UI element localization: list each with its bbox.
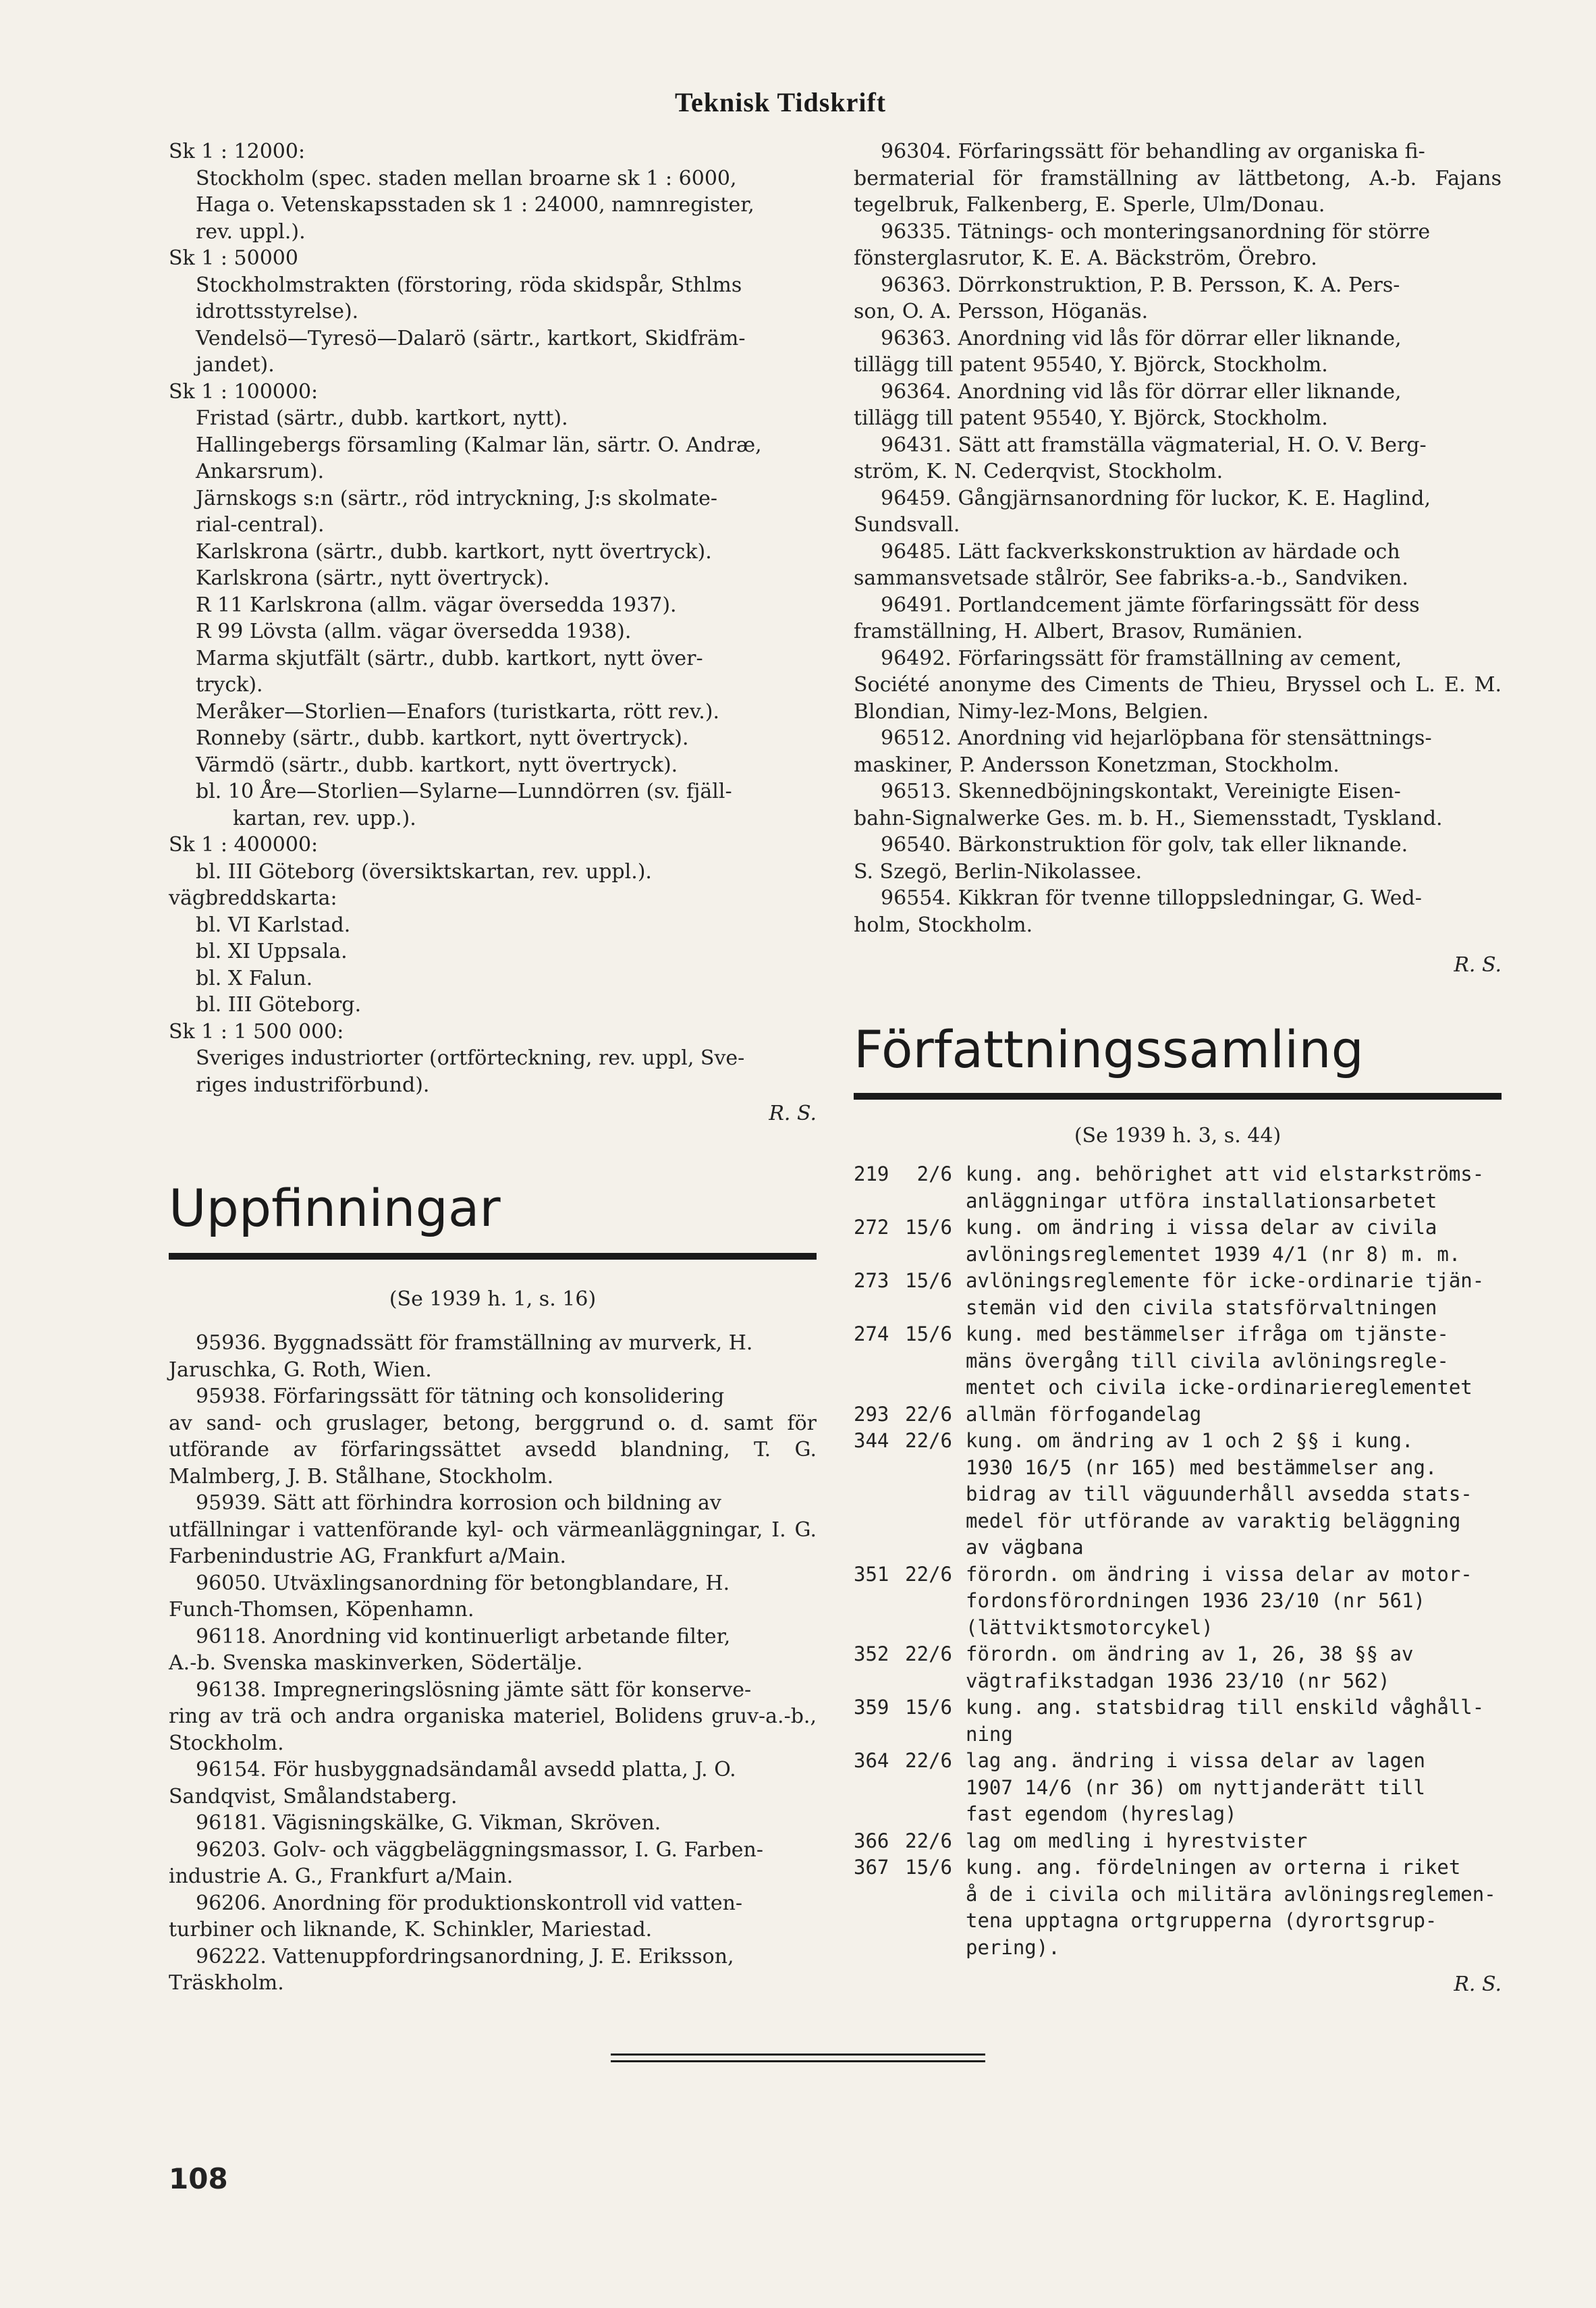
patent-entry — [854, 778, 1502, 832]
statute-text — [966, 1401, 1502, 1428]
map-list-line: bl. VI Karlstad. — [196, 913, 351, 937]
patent-entry-continuation: utfällningar i vattenförande kyl- och värmeanläggningar, I. G. Farbenindustrie AG, Frankfurt a/Main. — [169, 1518, 817, 1568]
statute-entry — [854, 1428, 1502, 1561]
patent-entry-continuation: ström, K. N. Cederqvist, Stockholm. — [854, 460, 1223, 483]
patent-entry-continuation: bermaterial för framställning av lättbetong, A.-b. Fajans tegelbruk, Falkenberg, E. Sperle, Ulm/Donau. — [854, 166, 1502, 217]
statute-date: 15/6 — [905, 1269, 952, 1292]
statute-text-line: tena upptagna ortgrupperna (dyrortsgrup- — [966, 1909, 1437, 1932]
map-list-line: Värmdö (särtr., dubb. kartkort, nytt övertryck). — [196, 753, 678, 777]
statute-text-line: å de i civila och militära avlöningsreglemen- — [966, 1882, 1496, 1906]
statute-text-line: förordn. om ändring i vissa delar av motor- — [966, 1562, 1473, 1586]
patent-entry-first-line: 96540. Bärkonstruktion för golv, tak eller liknande. — [881, 833, 1408, 857]
statute-text — [966, 1321, 1502, 1401]
patent-entry-continuation: sammansvetsade stålrör, See fabriks-a.-b., Sandviken. — [854, 566, 1408, 590]
statute-number: 359 — [854, 1696, 889, 1719]
patent-entry-continuation: Jaruschka, G. Roth, Wien. — [169, 1358, 432, 1382]
maps-signature: R. S. — [769, 1102, 817, 1125]
statute-number: 344 — [854, 1429, 889, 1452]
statute-text — [966, 1268, 1502, 1321]
patent-entry-first-line: 96492. Förfaringssätt för framställning av cement, — [881, 646, 1402, 670]
map-list-line: idrottsstyrelse). — [196, 300, 359, 323]
statute-text-line: vägtrafikstadgan 1936 23/10 (nr 562) — [966, 1669, 1390, 1692]
map-list-line: vägbreddskarta: — [169, 886, 337, 910]
patent-entry-first-line: 96154. För husbyggnadsändamål avsedd platta, J. O. — [196, 1758, 736, 1781]
patent-entry-first-line: 96485. Lätt fackverkskonstruktion av härdade och — [881, 539, 1400, 564]
statute-text-line: kung. ang. statsbidrag till enskild våghåll- — [966, 1696, 1485, 1719]
statute-number: 273 — [854, 1269, 889, 1292]
statute-text-line: avlöningsreglementet 1939 4/1 (nr 8) m. m. — [966, 1242, 1461, 1266]
statute-text-line: ning — [966, 1722, 1013, 1746]
patent-entry-continuation: fönsterglasrutor, K. E. A. Bäckström, Örebro. — [854, 246, 1317, 270]
statute-text — [966, 1828, 1502, 1855]
statute-number: 367 — [854, 1856, 889, 1879]
statute-text-line: 1930 16/5 (nr 165) med bestämmelser ang. — [966, 1455, 1437, 1479]
patent-entry — [854, 432, 1502, 485]
patent-entry-first-line: 96181. Vägisningskälke, G. Vikman, Skröven. — [196, 1811, 661, 1835]
patent-entry-first-line: 96222. Vattenuppfordringsanordning, J. E. Eriksson, — [196, 1944, 734, 1968]
statute-text-line: 1907 14/6 (nr 36) om nyttjanderätt till — [966, 1775, 1425, 1799]
patent-entry-first-line: 96554. Kikkran för tvenne tilloppsledningar, G. Wed- — [881, 886, 1422, 910]
patent-entry-first-line: 96304. Förfaringssätt för behandling av organiska fi- — [881, 140, 1425, 163]
patent-entry-first-line: 96513. Skennedböjningskontakt, Vereinigte Eisen- — [881, 780, 1401, 803]
statute-text-line: fordonsförordningen 1936 23/10 (nr 561) — [966, 1589, 1425, 1612]
patent-entry — [854, 832, 1502, 885]
patent-entry-continuation: Sundsvall. — [854, 513, 960, 537]
patent-entry-continuation: framställning, H. Albert, Brasov, Rumänien. — [854, 620, 1303, 643]
statute-text — [966, 1748, 1502, 1828]
map-list-line: Vendelsö—Tyresö—Dalarö (särtr., kartkort, Skidfräm- — [196, 326, 746, 350]
statute-entry — [854, 1694, 1502, 1748]
statute-entry — [854, 1641, 1502, 1694]
patent-entry — [854, 645, 1502, 726]
patent-entry-continuation: tillägg till patent 95540, Y. Björck, Stockholm. — [854, 353, 1328, 377]
map-list-line: Fristad (särtr., dubb. kartkort, nytt). — [196, 406, 568, 430]
forfattningssamling-heading: Författningssamling — [854, 1019, 1364, 1079]
patent-entry — [854, 219, 1502, 272]
statute-text-line: kung. med bestämmelser ifråga om tjänste- — [966, 1322, 1449, 1345]
map-list-line: Sk 1 : 50000 — [169, 246, 298, 270]
statute-date: 15/6 — [905, 1322, 952, 1345]
map-list-line: tryck). — [196, 673, 263, 697]
statute-entry — [854, 1214, 1502, 1268]
patent-entry-first-line: 96206. Anordning för produktionskontroll vid vatten- — [196, 1891, 743, 1915]
forfattningssamling-signature: R. S. — [1454, 1972, 1502, 1996]
map-list-line: Haga o. Vetenskapsstaden sk 1 : 24000, namnregister, — [196, 193, 754, 217]
map-list-line: Sk 1 : 100000: — [169, 379, 319, 404]
map-list-line: Järnskogs s:n (särtr., röd intryckning, J:s skolmate- — [196, 486, 717, 510]
map-list-line: R 99 Lövsta (allm. vägar översedda 1938). — [196, 620, 632, 643]
patent-entry-continuation: turbiner och liknande, K. Schinkler, Mariestad. — [169, 1918, 653, 1941]
statute-text-line: kung. om ändring i vissa delar av civila — [966, 1216, 1437, 1239]
uppfinningar-ref: (Se 1939 h. 1, s. 16) — [389, 1287, 597, 1311]
patent-entry — [854, 539, 1502, 592]
forfattningssamling-rule — [854, 1093, 1502, 1100]
patent-entry-continuation: son, O. A. Persson, Höganäs. — [854, 300, 1149, 323]
statute-text-line: kung. ang. behörighet att vid elstarkströms- — [966, 1162, 1485, 1185]
map-list-line: Sk 1 : 1 500 000: — [169, 1019, 344, 1044]
map-list-line: bl. III Göteborg (översiktskartan, rev. uppl.). — [196, 859, 652, 884]
patent-entry-first-line: 96203. Golv- och väggbeläggningsmassor, I. G. Farben- — [196, 1837, 764, 1862]
statute-number: 352 — [854, 1642, 889, 1665]
map-list-line: riges industriförbund). — [196, 1073, 430, 1097]
patent-entry — [169, 1570, 817, 1623]
patent-entry-continuation: industrie A. G., Frankfurt a/Main. — [169, 1864, 514, 1888]
patent-entry — [169, 1837, 817, 1890]
statute-text-line: kung. ang. fördelningen av orterna i riket — [966, 1856, 1461, 1879]
statute-text-line: fast egendom (hyreslag) — [966, 1802, 1237, 1825]
statute-number: 364 — [854, 1749, 889, 1772]
statute-number: 293 — [854, 1402, 889, 1426]
statute-text — [966, 1214, 1502, 1268]
patent-entry-continuation: S. Szegö, Berlin-Nikolassee. — [854, 859, 1143, 884]
statute-text — [966, 1641, 1502, 1694]
statute-text-line: avlöningsreglemente för icke-ordinarie tjän- — [966, 1269, 1485, 1292]
statute-date: 22/6 — [905, 1429, 952, 1452]
map-list-line: Karlskrona (särtr., nytt övertryck). — [196, 566, 550, 590]
map-list-line: Ankarsrum). — [196, 460, 325, 483]
patent-entry-first-line: 96364. Anordning vid lås för dörrar eller liknande, — [881, 379, 1402, 404]
statute-entry — [854, 1268, 1502, 1321]
patent-entry-continuation: ring av trä och andra organiska materiel, Bolidens gruv-a.-b., Stockholm. — [169, 1705, 817, 1755]
statute-text-line: lag ang. ändring i vissa delar av lagen — [966, 1749, 1425, 1772]
bottom-rule-top — [611, 2054, 985, 2056]
map-list-line: Stockholmstrakten (förstoring, röda skidspår, Sthlms — [196, 273, 742, 297]
uppfinningar-list-continued — [854, 138, 1502, 938]
statute-date: 22/6 — [905, 1562, 952, 1586]
statute-text-line: stemän vid den civila statsförvaltningen — [966, 1295, 1437, 1319]
patent-entry — [854, 379, 1502, 432]
map-list-line: kartan, rev. upp.). — [233, 806, 416, 830]
patent-entry-continuation: Société anonyme des Ciments de Thieu, Bryssel och L. E. M. Blondian, Nimy-lez-Mons, Belgien. — [854, 673, 1502, 724]
map-list-line: Ronneby (särtr., dubb. kartkort, nytt övertryck). — [196, 726, 689, 750]
patent-entry-first-line: 96138. Impregneringslösning jämte sätt för konserve- — [196, 1678, 752, 1702]
statute-entry — [854, 1321, 1502, 1401]
statute-text-line: lag om medling i hyrestvister — [966, 1829, 1308, 1852]
patent-entry — [169, 1330, 817, 1383]
patent-entry — [854, 325, 1502, 379]
map-list-line: Hallingebergs församling (Kalmar län, särtr. O. Andræ, — [196, 433, 762, 457]
page-number: 108 — [169, 2162, 228, 2195]
map-list-line: jandet). — [196, 353, 275, 377]
map-list-line: Meråker—Storlien—Enafors (turistkarta, rött rev.). — [196, 699, 719, 724]
statute-text-line: anläggningar utföra installationsarbetet — [966, 1189, 1437, 1212]
map-list-line: bl. X Falun. — [196, 966, 313, 990]
statute-date: 15/6 — [905, 1856, 952, 1879]
patent-entry — [854, 485, 1502, 539]
patent-entry-continuation: Träskholm. — [169, 1971, 284, 1995]
patent-entry — [169, 1810, 817, 1837]
statute-number: 272 — [854, 1216, 889, 1239]
patent-entry-continuation: holm, Stockholm. — [854, 913, 1033, 937]
statute-number: 219 — [854, 1162, 889, 1185]
statute-entry — [854, 1561, 1502, 1642]
statute-number: 366 — [854, 1829, 889, 1852]
statute-entry — [854, 1401, 1502, 1428]
statute-number: 274 — [854, 1322, 889, 1345]
patent-entry-first-line: 95939. Sätt att förhindra korrosion och bildning av — [196, 1491, 721, 1515]
statute-date: 15/6 — [905, 1216, 952, 1239]
patent-entry-first-line: 96512. Anordning vid hejarlöpbana för stensättnings- — [881, 726, 1432, 750]
uppfinningar-list — [169, 1330, 817, 1997]
map-list-line: bl. 10 Åre—Storlien—Sylarne—Lunndörren (sv. fjäll- — [196, 780, 732, 803]
map-list-line: R 11 Karlskrona (allm. vägar översedda 1937). — [196, 593, 677, 617]
uppfinningar-rule — [169, 1253, 817, 1260]
statute-date: 22/6 — [905, 1749, 952, 1772]
uppfinningar-heading: Uppfinningar — [169, 1178, 501, 1238]
patent-entry-first-line: 96118. Anordning vid kontinuerligt arbetande filter, — [196, 1624, 731, 1648]
statute-text-line: pering). — [966, 1935, 1060, 1959]
maps-list — [169, 138, 817, 1098]
patent-entry — [854, 725, 1502, 778]
patent-entry-first-line: 96491. Portlandcement jämte förfaringssätt för dess — [881, 593, 1420, 617]
patent-entry-continuation: av sand- och gruslager, betong, berggrund o. d. samt för utförande av förfaringssättet avsedd blandning, T. G. Malmberg, J. B. Stålhane, Stockholm. — [169, 1411, 817, 1488]
map-list-line: Sk 1 : 12000: — [169, 140, 306, 163]
patent-entry — [854, 592, 1502, 645]
map-list-line: rev. uppl.). — [196, 219, 306, 244]
map-list-line: Sveriges industriorter (ortförteckning, rev. uppl, Sve- — [196, 1046, 745, 1070]
statute-date: 15/6 — [905, 1696, 952, 1719]
bottom-rule-bottom — [611, 2060, 985, 2062]
forfattningssamling-list — [854, 1161, 1502, 1961]
patent-entry-first-line: 96335. Tätnings- och monteringsanordning för större — [881, 219, 1431, 244]
patent-entry-first-line: 95936. Byggnadssätt för framställning av murverk, H. — [196, 1331, 753, 1355]
map-list-line: Marma skjutfält (särtr., dubb. kartkort, nytt över- — [196, 646, 703, 670]
patent-entry-first-line: 96459. Gångjärnsanordning för luckor, K. E. Haglind, — [881, 486, 1431, 510]
patent-entry — [169, 1943, 817, 1997]
statute-text-line: av vägbana — [966, 1536, 1084, 1559]
statute-text — [966, 1561, 1502, 1642]
patent-entry-continuation: bahn-Signalwerke Ges. m. b. H., Siemensstadt, Tyskland. — [854, 806, 1443, 830]
statute-date: 22/6 — [905, 1642, 952, 1665]
patent-entry-continuation: Sandqvist, Smålandstaberg. — [169, 1784, 458, 1808]
patent-entry-continuation: tillägg till patent 95540, Y. Björck, Stockholm. — [854, 406, 1328, 430]
patent-entry — [169, 1677, 817, 1757]
patent-entry-continuation: maskiner, P. Andersson Konetzman, Stockholm. — [854, 753, 1340, 777]
patent-entry — [854, 272, 1502, 325]
statute-entry — [854, 1828, 1502, 1855]
statute-text — [966, 1428, 1502, 1561]
statute-text-line: (lättviktsmotorcykel) — [966, 1615, 1213, 1639]
map-list-line: Karlskrona (särtr., dubb. kartkort, nytt övertryck). — [196, 539, 712, 564]
statute-text-line: kung. om ändring av 1 och 2 §§ i kung. — [966, 1429, 1414, 1452]
map-list-line: Stockholm (spec. staden mellan broarne sk 1 : 6000, — [196, 166, 737, 190]
statute-text-line: mentet och civila icke-ordinariereglementet — [966, 1376, 1473, 1399]
patent-entry — [169, 1756, 817, 1810]
statute-date: 22/6 — [905, 1829, 952, 1852]
patent-entry — [169, 1623, 817, 1677]
patent-entry-first-line: 95938. Förfaringssätt för tätning och konsolidering — [196, 1385, 725, 1408]
statute-date: 2/6 — [916, 1162, 952, 1185]
map-list-line: bl. XI Uppsala. — [196, 940, 348, 963]
statute-number: 351 — [854, 1562, 889, 1586]
map-list-line: rial-central). — [196, 513, 325, 537]
statute-text — [966, 1694, 1502, 1748]
patent-entry-first-line: 96050. Utväxlingsanordning för betongblandare, H. — [196, 1571, 730, 1595]
uppfinningar-signature: R. S. — [1454, 953, 1502, 977]
patent-entry — [169, 1890, 817, 1943]
patent-entry-continuation: A.-b. Svenska maskinverken, Södertälje. — [169, 1651, 583, 1675]
map-list-line: bl. III Göteborg. — [196, 993, 362, 1017]
patent-entry-first-line: 96363. Dörrkonstruktion, P. B. Persson, K. A. Pers- — [881, 273, 1400, 297]
statute-date: 22/6 — [905, 1402, 952, 1426]
patent-entry-continuation: Funch-Thomsen, Köpenhamn. — [169, 1598, 474, 1621]
patent-entry-first-line: 96431. Sätt att framställa vägmaterial, H. O. V. Berg- — [881, 433, 1427, 457]
patent-entry — [854, 885, 1502, 938]
statute-text — [966, 1161, 1502, 1214]
statute-entry — [854, 1748, 1502, 1828]
journal-masthead: Teknisk Tidskrift — [675, 87, 887, 117]
statute-text — [966, 1854, 1502, 1961]
patent-entry-first-line: 96363. Anordning vid lås för dörrar eller liknande, — [881, 326, 1402, 350]
statute-text-line: förordn. om ändring av 1, 26, 38 §§ av — [966, 1642, 1414, 1665]
statute-entry — [854, 1854, 1502, 1961]
statute-text-line: bidrag av till väguunderhåll avsedda stats- — [966, 1482, 1473, 1505]
patent-entry — [169, 1383, 817, 1490]
statute-text-line: mäns övergång till civila avlöningsregle- — [966, 1349, 1449, 1372]
statute-text-line: allmän förfogandelag — [966, 1402, 1202, 1426]
statute-entry — [854, 1161, 1502, 1214]
patent-entry — [169, 1490, 817, 1570]
patent-entry — [854, 138, 1502, 219]
statute-text-line: medel för utförande av varaktig beläggning — [966, 1509, 1461, 1532]
forfattningssamling-ref: (Se 1939 h. 3, s. 44) — [1074, 1124, 1282, 1148]
map-list-line: Sk 1 : 400000: — [169, 833, 319, 857]
